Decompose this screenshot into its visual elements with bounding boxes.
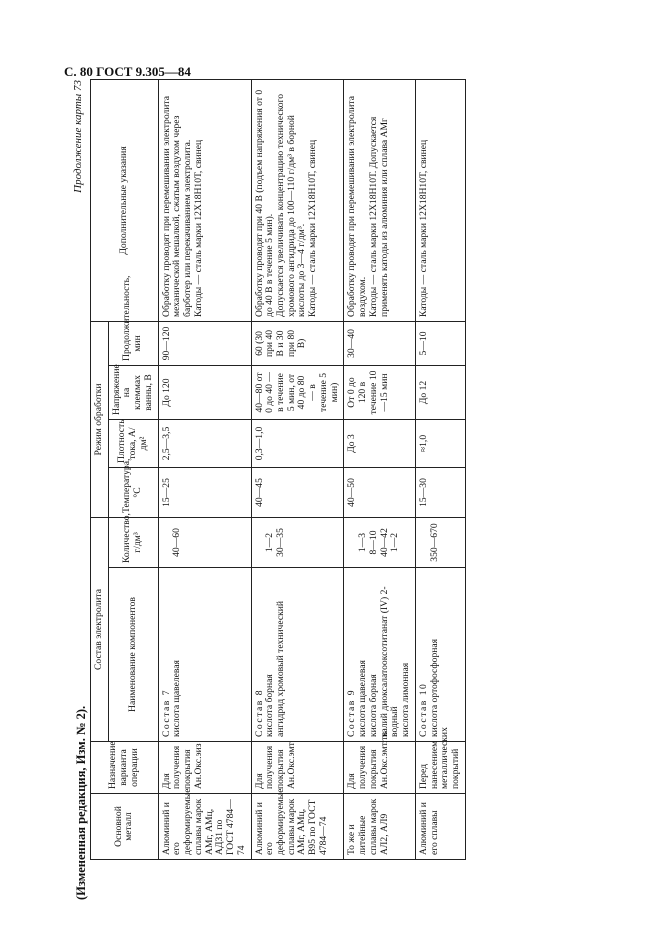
cell-purpose: Для получения покрытия Ан.Окс.эмт — [251, 742, 344, 794]
cell-temperature: 15—30 — [415, 467, 465, 517]
component-quantity: 30—35 — [275, 528, 287, 557]
component-quantity: 350—670 — [428, 523, 440, 562]
cell-voltage: До 12 — [415, 365, 465, 419]
cell-quantity — [415, 517, 465, 567]
component-name: кислота борная — [264, 674, 276, 737]
component-name: кислота ортофосфорная — [428, 638, 440, 737]
cell-duration: 60 (30 при 40 В и 30 при 80 В) — [251, 321, 344, 365]
component-name: ангидрид хромовый технический — [275, 600, 287, 737]
cell-notes — [158, 79, 251, 321]
col-voltage: Напряжение на клеммах ванны, В — [108, 365, 158, 419]
cell-purpose: Для получения покрытия Ан.Окс.эмт.тв — [344, 742, 415, 794]
cell-purpose: Для получения покрытия Ан.Окс.эиз — [158, 742, 251, 794]
cell-notes — [344, 79, 415, 321]
cell-voltage: От 0 до 120 в течение 10—15 мин — [344, 365, 415, 419]
footnote: (Измененная редакция, Изм. № 2). — [74, 705, 88, 900]
component-name: кислота щавелевая — [357, 660, 369, 737]
table-row — [251, 79, 344, 859]
cell-duration: 30—40 — [344, 321, 415, 365]
continuation-label: Продолжение карты 73 — [72, 80, 84, 193]
col-purpose: Назначение варианта операции — [91, 742, 159, 794]
table-row — [415, 79, 465, 859]
col-mode-group: Режим обработки — [91, 321, 109, 517]
component-name: кислота щавелевая — [171, 660, 183, 737]
cell-purpose: Перед нанесением металлических покрытий — [415, 742, 465, 794]
cell-temperature: 40—50 — [344, 467, 415, 517]
note-line: Катоды — сталь марки 12Х18Н10Т. Допускается применять катоды из алюминия или сплава АМг — [367, 116, 390, 317]
col-component-name: Наименование компонентов — [108, 568, 158, 742]
component-name: калий диоксалатооксотитанат (IV) 2-водный — [378, 586, 401, 737]
composition-title: Состав 10 — [417, 682, 429, 737]
cell-composition — [415, 568, 465, 742]
component-quantity: 40—42 — [378, 528, 390, 557]
note-line: Обработку проводят при 40 В (подъем напряжения от 0 до 40 В в течение 5 мин). — [253, 89, 276, 317]
component-quantity: 40—60 — [171, 528, 183, 557]
cell-current-density: 2,5—3,5 — [158, 419, 251, 467]
note-line: Катоды — сталь марки 12Х18Н10Т, свинец — [307, 139, 319, 317]
component-quantity: 1—2 — [389, 532, 401, 553]
component-quantity: 1—2 — [264, 532, 276, 553]
note-line: Допускается увеличивать концентрацию технического хромового ангидрида до 100—110 г/дм³ в борной кислоты до 3—4 г/дм³. — [275, 93, 308, 317]
note-line: Катоды — сталь марки 12Х18Н10Т, свинец — [192, 139, 204, 317]
cell-base-metal: Алюминий и его деформируемые сплавы марок АМг, АМц, В95 по ГОСТ 4784—74 — [251, 794, 344, 860]
cell-quantity — [158, 517, 251, 567]
col-base-metal: Основной металл — [91, 794, 159, 860]
rotated-table-block — [70, 80, 590, 860]
col-electrolyte-group: Состав электролита — [91, 517, 109, 741]
composition-title: Состав 8 — [253, 689, 265, 737]
cell-current-density: ≈1,0 — [415, 419, 465, 467]
cell-quantity — [344, 517, 415, 567]
col-temperature: Температура, °С — [108, 467, 158, 517]
cell-base-metal: Алюминий и его деформируемые сплавы марок АМг, АМц, АД31 по ГОСТ 4784—74 — [158, 794, 251, 860]
component-quantity: 8—10 — [367, 530, 379, 555]
col-quantity: Количество, г/дм³ — [108, 517, 158, 567]
cell-temperature: 15—25 — [158, 467, 251, 517]
composition-title: Состав 7 — [160, 689, 172, 737]
table-row — [158, 79, 251, 859]
cell-composition — [251, 568, 344, 742]
cell-composition — [158, 568, 251, 742]
cell-current-density: 0,3—1,0 — [251, 419, 344, 467]
col-current-density: Плотность тока, А/дм² — [108, 419, 158, 467]
cell-base-metal: Алюминий и его сплавы — [415, 794, 465, 860]
page-header: С. 80 ГОСТ 9.305—84 — [64, 64, 191, 79]
cell-base-metal: То же и литейные сплавы марок АЛ2, АЛ9 — [344, 794, 415, 860]
composition-title: Состав 9 — [346, 689, 358, 737]
note-line: Обработку проводят при перемешивании электролита механической мешалкой, сжатым воздухом через барботер или перекачиванием электролита. — [160, 95, 194, 317]
note-line: Катоды — сталь марки 12Х18Н10Т, свинец — [417, 139, 429, 317]
cell-duration: 90—120 — [158, 321, 251, 365]
cell-notes — [415, 79, 465, 321]
cell-composition — [344, 568, 415, 742]
cell-voltage: До 120 — [158, 365, 251, 419]
cell-notes — [251, 79, 344, 321]
col-notes: Дополнительные указания — [91, 79, 159, 321]
cell-quantity — [251, 517, 344, 567]
component-name: кислота лимонная — [400, 662, 412, 737]
cell-duration: 5—10 — [415, 321, 465, 365]
component-name: кислота борная — [367, 674, 379, 737]
electrolyte-table — [90, 79, 466, 860]
header-row-1 — [91, 79, 109, 859]
note-line: Обработку проводят при перемешивании электролита воздухом. — [346, 95, 369, 317]
cell-current-density: До 3 — [344, 419, 415, 467]
cell-voltage: 40—80 от 0 до 40 — в течение 5 мин, от 40 до 80 — в течение 5 мин) — [251, 365, 344, 419]
cell-temperature: 40—45 — [251, 467, 344, 517]
component-quantity: 1—3 — [357, 532, 369, 553]
table-row — [344, 79, 415, 859]
col-duration: Продолжительность, мин — [108, 321, 158, 365]
